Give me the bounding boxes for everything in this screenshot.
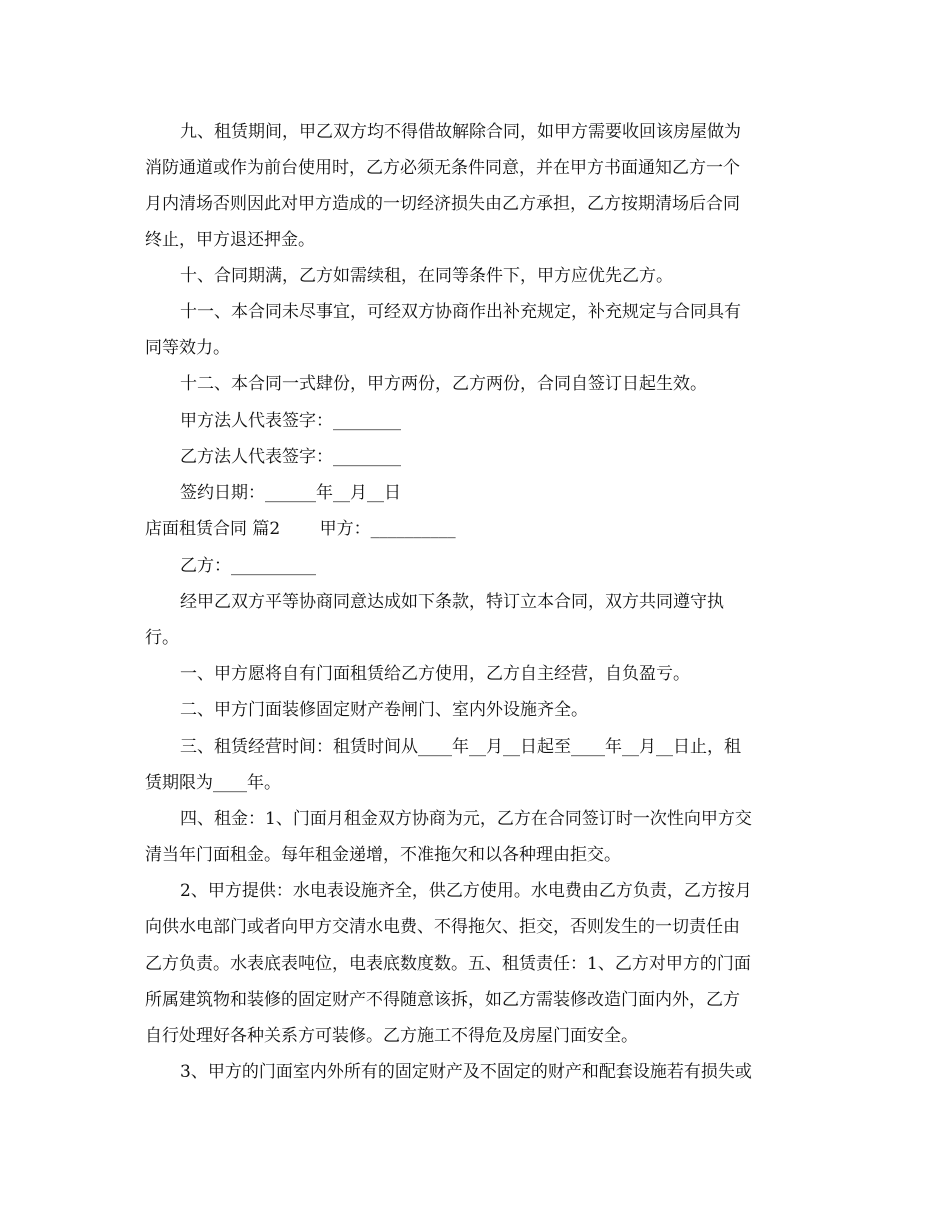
text-line: 自行处理好各种关系方可装修。乙方施工不得危及房屋门面安全。 <box>145 1026 638 1046</box>
text-line: 3、甲方的门面室内外所有的固定财产及不固定的财产和配套设施若有损失或 <box>180 1062 752 1082</box>
text-line: 向供水电部门或者向甲方交清水电费、不得拖欠、拒交，否则发生的一切责任由 <box>145 917 740 937</box>
text-line: 所属建筑物和装修的固定财产不得随意该拆，如乙方需装修改造门面内外，乙方 <box>145 990 740 1010</box>
text-line: 九、租赁期间，甲乙双方均不得借故解除合同，如甲方需要收回该房屋做为 <box>180 122 741 142</box>
text-line: 一、甲方愿将自有门面租赁给乙方使用，乙方自主经营，自负盈亏。 <box>180 664 690 684</box>
text-line: 月内清场否则因此对甲方造成的一切经济损失由乙方承担，乙方按期清场后合同 <box>145 194 740 214</box>
text-line: 2、甲方提供：水电表设施齐全，供乙方使用。水电费由乙方负责，乙方按月 <box>180 881 752 901</box>
text-line: 赁期限为____年。 <box>145 773 281 793</box>
text-line: 行。 <box>145 628 179 648</box>
text-line: 十二、本合同一式肆份，甲方两份，乙方两份，合同自签订日起生效。 <box>180 374 707 394</box>
text-line: 同等效力。 <box>145 338 230 358</box>
signature-line-party-a: 甲方法人代表签字：________ <box>180 411 401 431</box>
party-b-line: 乙方：__________ <box>180 556 316 576</box>
text-line: 二、甲方门面装修固定财产卷闸门、室内外设施齐全。 <box>180 700 588 720</box>
signature-line-party-b: 乙方法人代表签字：________ <box>180 447 401 467</box>
text-line: 十、合同期满，乙方如需续租，在同等条件下，甲方应优先乙方。 <box>180 266 673 286</box>
section-heading: 店面租赁合同 篇2 甲方：__________ <box>145 519 456 539</box>
text-line: 清当年门面租金。每年租金递增，不准拖欠和以各种理由拒交。 <box>145 845 621 865</box>
text-line: 经甲乙双方平等协商同意达成如下条款，特订立本合同，双方共同遵守执 <box>180 592 724 612</box>
text-line: 乙方负责。水表底表吨位，电表底数度数。五、租赁责任：1、乙方对甲方的门面 <box>145 954 751 974</box>
text-line: 消防通道或作为前台使用时，乙方必须无条件同意，并在甲方书面通知乙方一个 <box>145 158 740 178</box>
signing-date-line: 签约日期：______年__月__日 <box>180 483 401 503</box>
text-line: 十一、本合同未尽事宜，可经双方协商作出补充规定，补充规定与合同具有 <box>180 302 741 322</box>
text-line: 三、租赁经营时间：租赁时间从____年__月__日起至____年__月__日止，租 <box>180 737 741 757</box>
text-line: 四、租金：1、门面月租金双方协商为元，乙方在合同签订时一次性向甲方交 <box>180 809 752 829</box>
text-line: 终止，甲方退还押金。 <box>145 230 315 250</box>
